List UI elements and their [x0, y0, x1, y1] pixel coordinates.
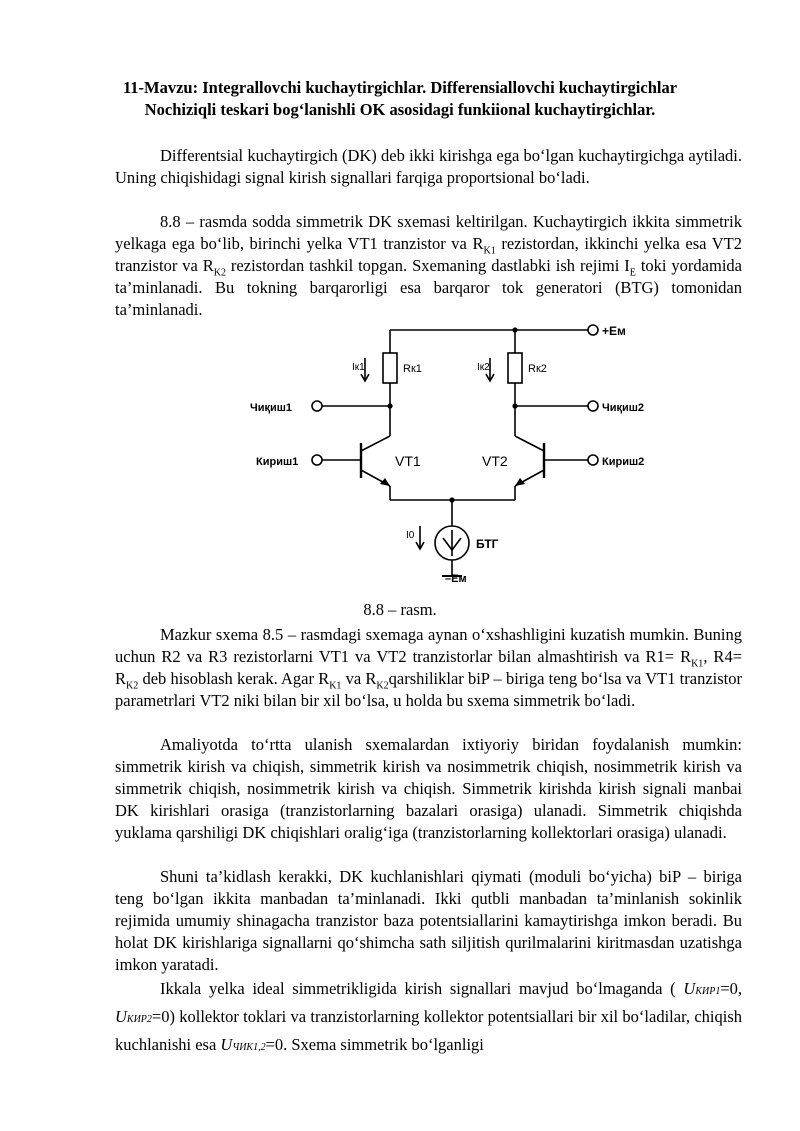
paragraph-5: Shuni ta’kidlash kerakki, DK kuchlanishlari qiymati (moduli bo‘yicha) biP – biriga teng bo‘lgan ikkita manbadan ta’minlanadi. Ikki qutbli manbadan ta’minlanish sokinlik rejimida umumiy shinagacha tranzistor baza potentsiallarini kamaytirishga imkon beradi. Bu holat DK kirishlariga signallarni qo‘shimcha sath siljitish qurilmalarini kiritmasdan uzatishga imkon yaratadi. [115, 867, 742, 974]
p2-text-d: toki yordamida ta’minlanadi. Bu tokning barqarorligi esa barqaror tok generatori (BTG) tomonidan ta’minlanadi. [115, 256, 742, 319]
p3-text-c: deb hisoblash kerak. Agar R [138, 669, 330, 688]
label-rk1: Rк1 [403, 363, 422, 375]
p3-text-b: , R4= R [115, 647, 742, 688]
label-supply-neg: –Ем [445, 573, 467, 585]
p3-sub-b: K2 [126, 680, 139, 692]
p2-text-b: rezistordan, ikkinchi yelka esa VT2 tranzistor va R [115, 234, 742, 275]
label-in1: Кириш1 [256, 456, 299, 468]
p6-u-chik [220, 1035, 265, 1054]
p6-eq1: =0, [720, 979, 743, 998]
label-ik1: Iк1 [352, 362, 365, 373]
figure-caption: 8.8 – rasm. [363, 600, 437, 619]
output2-terminal [588, 401, 598, 411]
input2-terminal [588, 455, 598, 465]
p3-sub-a: K1 [691, 658, 704, 670]
positive-supply-terminal [588, 325, 598, 335]
p3-text-d: va R [341, 669, 377, 688]
label-rk2: Rк2 [528, 363, 547, 375]
label-ik2: Iк2 [477, 362, 490, 373]
p6-u2-symbol: U [115, 1007, 127, 1026]
p6-eq2: =0) kollektor toklari va tranzistorlarning kollektor potentsiallari bir xil bo‘ladilar, chiqish kuchlanishi esa [115, 1007, 742, 1054]
p3-text-a: Mazkur sxema 8.5 – rasmdagi sxemaga aynan o‘xshashligini kuzatish mumkin. Buning uchun R2 va R3 rezistorlarni VT1 va VT2 tranzistorlar bilan almashtirish va R1= R [115, 625, 742, 666]
label-out1: Чиқиш1 [250, 402, 293, 414]
label-in2: Кириш2 [602, 456, 645, 468]
p3-sub-c: K1 [329, 680, 342, 692]
p6-u1-sub: КИР1 [695, 986, 721, 997]
paragraph-4: Amaliyotda to‘rtta ulanish sxemalardan ixtiyoriy biridan foydalanish mumkin: simmetrik kirish va chiqish, simmetrik kirish va nosimmetrik chiqish, nosimmetrik kirish va simmetrik chiqish, nosimmetrik kirish va chiqish. Simmetrik kirishda kirish signali manbai DK kirishlari orasiga (tranzistorlarning bazalari orasiga) ulanadi. Simmetrik chiqishda yuklama qarshiligi DK chiqishlari oralig‘iga (tranzistorlarning kollektorlari orasiga) ulanadi. [115, 735, 742, 842]
paragraph-3 [115, 624, 742, 712]
p2-sub-b: K2 [213, 267, 226, 279]
label-btg: БТГ [476, 537, 499, 551]
output1-terminal [312, 401, 322, 411]
p2-text-a: 8.8 – rasmda sodda simmetrik DK sxemasi keltirilgan. Kuchaytirgich ikkita simmetrik yelkaga ega bo‘lib, birinchi yelka VT1 tranzistor va R [115, 212, 742, 253]
label-supply-pos: +Ем [602, 324, 626, 338]
p3-text-e: qarshiliklar biP – biriga teng bo‘lsa va VT1 tranzistor parametrlari VT2 niki bilan bir xil bo‘lsa, u holda bu sxema simmetrik bo‘ladi. [115, 669, 742, 710]
label-out2: Чиқиш2 [602, 402, 645, 414]
p6-u3-sub: ЧИК1,2 [232, 1042, 266, 1053]
p3-sub-d: K2 [376, 680, 389, 692]
differential-amplifier-circuit [240, 318, 680, 588]
p2-sub-c: E [629, 267, 636, 279]
p6-u1-symbol: U [683, 979, 696, 998]
paragraph-1: Differentsial kuchaytirgich (DK) deb ikki kirishga ega bo‘lgan kuchaytirgichga aytiladi. Uning chiqishidagi signal kirish signallari farqiga proportsional bo‘ladi. [115, 146, 742, 187]
resistor-rk2 [508, 353, 522, 383]
paragraph-2 [115, 211, 742, 321]
label-vt2: VT2 [482, 453, 508, 469]
label-vt1: VT1 [395, 453, 421, 469]
label-i0: I0 [406, 530, 415, 541]
p6-u3-symbol: U [220, 1035, 233, 1054]
p6-u2-sub: КИР2 [126, 1014, 152, 1025]
resistor-rk1 [383, 353, 397, 383]
p2-sub-a: K1 [483, 245, 496, 257]
input1-terminal [312, 455, 322, 465]
p6-u-kir1 [683, 979, 720, 998]
p6-u-kir2 [115, 1007, 152, 1026]
p6-eq3: =0. Sxema simmetrik bo‘lganligi [265, 1035, 484, 1054]
page-title: 11-Mavzu: Integrallovchi kuchaytirgichlar. Differensiallovchi kuchaytirgichlar Nochiziqli teskari bog‘lanishli OK asosidagi funkiional kuchaytirgichlar. [122, 78, 678, 119]
p2-text-c: rezistordan tashkil topgan. Sxemaning dastlabki ish rejimi I [226, 256, 630, 275]
p6-text-a: Ikkala yelka ideal simmetrikligida kirish signallari mavjud bo‘lmaganda ( [160, 979, 676, 998]
paragraph-6 [115, 976, 742, 1060]
